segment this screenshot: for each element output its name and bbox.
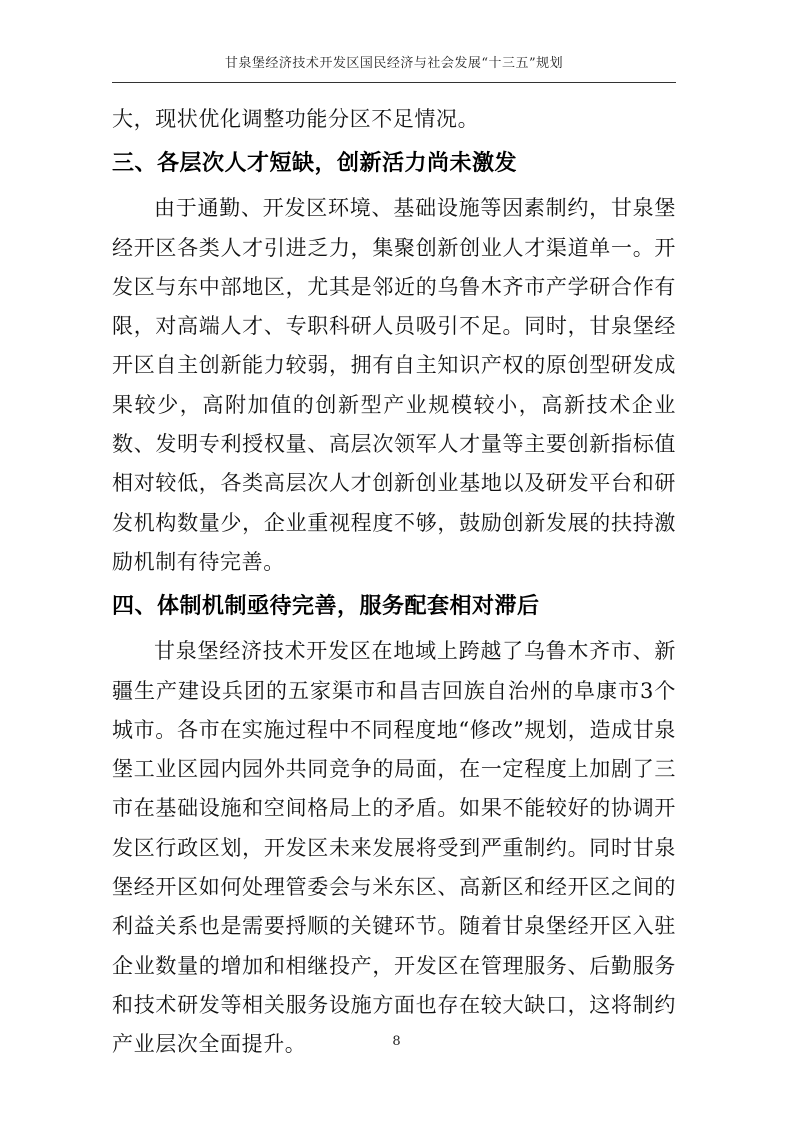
- section-4-paragraph: 甘泉堡经济技术开发区在地域上跨越了乌鲁木齐市、新疆生产建设兵团的五家渠市和昌吉回族自治州的阜康市3个城市。各市在实施过程中不同程度地“修改”规划，造成甘泉堡工业区园内园外共同竞争的局面，在一定程度上加剧了三市在基础设施和空间格局上的矛盾。如果不能较好的协调开发区行政区划，开发区未来发展将受到严重制约。同时甘泉堡经开区如何处理管委会与米东区、高新区和经开区之间的利益关系也是需要捋顺的关键环节。随着甘泉堡经开区入驻企业数量的增加和相继投产，开发区在管理服务、后勤服务和技术研发等相关服务设施方面也存在较大缺口，这将制约产业层次全面提升。: [112, 639, 676, 1057]
- section-heading-4: 四、体制机制亟待完善，服务配套相对滞后: [112, 594, 540, 620]
- header-rule: [112, 82, 676, 83]
- section-heading-3: 三、各层次人才短缺，创新活力尚未激发: [112, 151, 518, 177]
- section-3-paragraph: 由于通勤、开发区环境、基础设施等因素制约，甘泉堡经开区各类人才引进乏力，集聚创新创业人才渠道单一。开发区与东中部地区，尤其是邻近的乌鲁木齐市产学研合作有限，对高端人才、专职科研人员吸引不足。同时，甘泉堡经开区自主创新能力较弱，拥有自主知识产权的原创型研发成果较少，高附加值的创新型产业规模较小，高新技术企业数、发明专利授权量、高层次领军人才量等主要创新指标值相对较低，各类高层次人才创新创业基地以及研发平台和研发机构数量少，企业重视程度不够，鼓励创新发展的扶持激励机制有待完善。: [112, 196, 676, 574]
- page-number: 8: [392, 1034, 401, 1049]
- running-header: 甘泉堡经济技术开发区国民经济与社会发展“十三五”规划: [224, 56, 564, 71]
- continued-paragraph: 大，现状优化调整功能分区不足情况。: [112, 107, 480, 131]
- document-body: [112, 100, 676, 1065]
